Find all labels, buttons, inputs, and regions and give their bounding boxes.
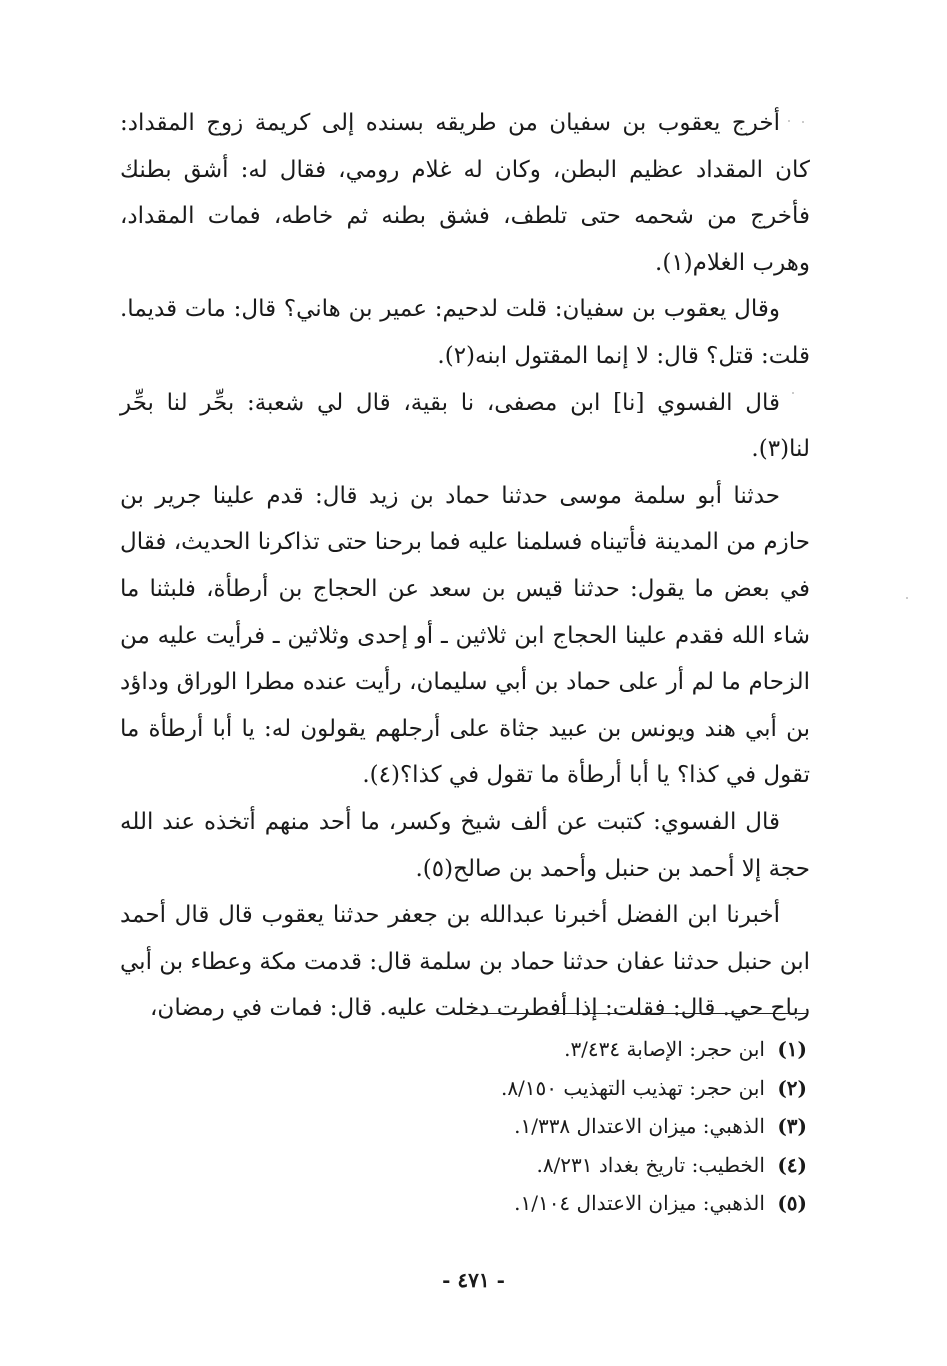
footnote-3: [300, 1107, 807, 1146]
paragraph-1: أخرج يعقوب بن سفيان من طريقه بسنده إلى كريمة زوج المقداد: كان المقداد عظيم البطن، وكان له غلام رومي، فقال له: أشق بطنك فأخرج من شحمه حتى تلطف، فشق بطنه ثم خاطه، فمات المقداد، وهرب الغلام(١).: [120, 110, 810, 276]
footnote-separator: [462, 1013, 807, 1014]
footnote-5: [300, 1184, 807, 1223]
footnote-text: الذهبي: ميزان الاعتدال ١/١٠٤.: [514, 1191, 765, 1215]
scan-speck: [906, 597, 908, 599]
footnote-number: (٢): [777, 1075, 807, 1100]
footnote-number: (١): [777, 1037, 807, 1061]
footnote-text: الذهبي: ميزان الاعتدال ١/٣٣٨.: [514, 1114, 765, 1138]
footnote-text: ابن حجر: الإصابة ٣/٤٣٤.: [564, 1037, 765, 1061]
scan-speck: [792, 392, 794, 394]
footnote-text: الخطيب: تاريخ بغداد ٨/٢٣١.: [536, 1152, 765, 1177]
page-number: - ٤٧١ -: [442, 1268, 505, 1292]
footnote-number: (٣): [777, 1114, 807, 1138]
paragraph-3: قال الفسوي [نا] ابن مصفى، نا بقية، قال لي شعبة: بحِّر لنا بحِّر لنا(٣).: [120, 389, 810, 463]
paragraph-2: وقال يعقوب بن سفيان: قلت لدحيم: عمير بن هاني؟ قال: مات قديما. قلت: قتل؟ قال: لا إنما المقتول ابنه(٢).: [120, 296, 810, 369]
scan-speck: [802, 121, 804, 123]
scan-speck: [788, 120, 790, 122]
footnote-text: ابن حجر: تهذيب التهذيب ٨/١٥٠.: [500, 1075, 765, 1100]
main-text: [120, 100, 810, 1032]
paragraph-4: حدثنا أبو سلمة موسى حدثنا حماد بن زيد قال: قدم علينا جرير بن حازم من المدينة فأتيناه فسلمنا عليه فما برحنا حتى تذاكرنا الحديث، فقال في بعض ما يقول: حدثنا قيس بن سعد عن الحجاج بن أرطأة، فلبثنا ما شاء الله فقدم علينا الحجاج ابن ثلاثين ـ أو إحدى وثلاثين ـ فرأيت عليه من الزحام ما لم أر على حماد بن أبي سليمان، رأيت عنده مطرا الوراق وداؤد بن أبي هند ويونس بن عبيد جثاة على أرجلهم يقولون له: يا أبا أرطأة ما تقول في كذا؟ يا أبا أرطأة ما تقول في كذا؟(٤).: [120, 482, 810, 789]
paragraph-5: قال الفسوي: كتبت عن ألف شيخ وكسر، ما أحد منهم أتخذه عند الله حجة إلا أحمد بن حنبل وأحمد بن صالح(٥).: [120, 808, 810, 882]
footnote-number: (٥): [777, 1191, 807, 1215]
footnote-number: (٤): [777, 1152, 807, 1177]
footnote-4: [300, 1146, 807, 1185]
footnotes-list: [300, 1030, 807, 1223]
footnote-2: [300, 1069, 807, 1108]
paragraph-6: أخبرنا ابن الفضل أخبرنا عبدالله بن جعفر حدثنا يعقوب قال قال أحمد ابن حنبل حدثنا عفان حدثنا حماد بن سلمة قال: قدمت مكة وعطاء بن أبي رباح حي. قال: فقلت: إذا أفطرت دخلت عليه. قال: فمات في رمضان،: [120, 902, 810, 1022]
footnote-1: [300, 1030, 807, 1069]
